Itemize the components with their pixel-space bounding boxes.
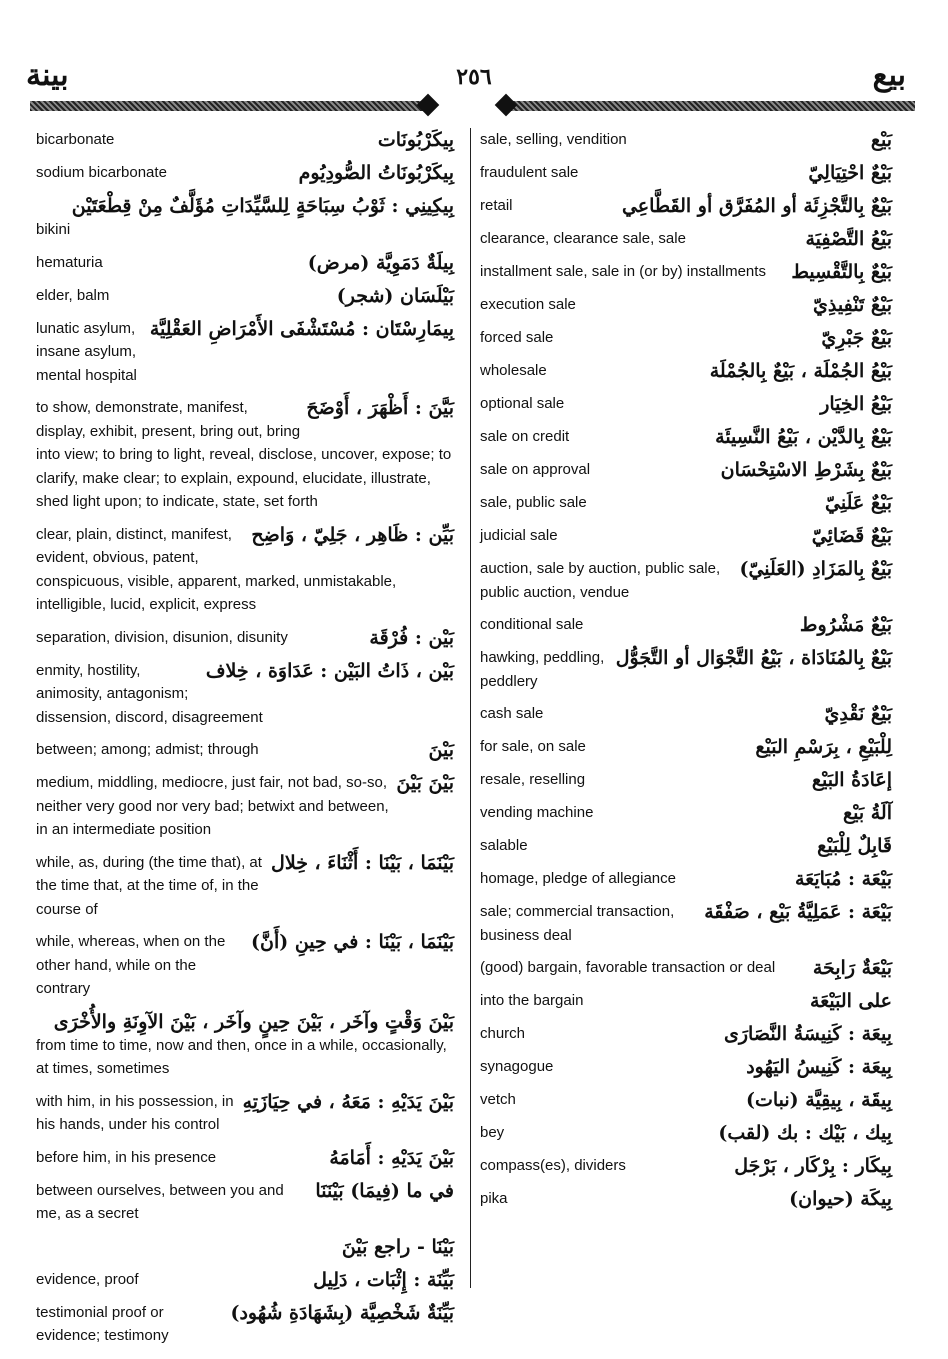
dictionary-entry (480, 260, 892, 284)
dictionary-entry (480, 458, 892, 482)
english-definition: bey (480, 1124, 505, 1141)
arabic-headword: لِلْبَيْعِ ، بِرَسْمِ البَيْع (755, 736, 892, 758)
arabic-headword: بِيكَرْبُونَاتُ الصُّودِيُوم (298, 162, 454, 184)
dictionary-entry (480, 956, 892, 980)
header-rule-left (30, 101, 425, 111)
english-definition: synagogue (480, 1058, 554, 1075)
left-column (36, 128, 454, 1357)
arabic-headword: بَيْعٌ بِشَرْطِ الاسْتِحْسَان (720, 459, 892, 481)
dictionary-entry (36, 1010, 454, 1081)
dictionary-entry (480, 613, 892, 637)
english-definition: sale; commercial transaction, business deal (480, 903, 675, 944)
arabic-headword: بِيك ، بَيْك : بك (لقب) (718, 1122, 892, 1144)
english-definition: sale on credit (480, 428, 570, 445)
english-definition: conditional sale (480, 616, 584, 633)
arabic-headword: على البَيْعَة (810, 990, 892, 1012)
arabic-headword: بَيْعَةٌ رَابِحَة (812, 957, 892, 979)
english-definition: elder, balm (36, 286, 110, 304)
dictionary-entry (480, 425, 892, 449)
english-definition: vetch (480, 1091, 516, 1108)
arabic-headword: في ما (فِيمَا) بَيْنَنَا (315, 1179, 454, 1202)
dictionary-entry (480, 702, 892, 726)
english-definition: testimonial proof or evidence; testimony (36, 1303, 169, 1344)
english-definition: bikini (36, 221, 71, 238)
dictionary-entry (36, 523, 454, 617)
arabic-headword: بَيْنَ يَدَيْهِ : مَعَهُ ، في حِيَازَتِهِ (242, 1090, 454, 1113)
arabic-headword: بَيْن ، ذَاتُ البَيْن : عَدَاوَة ، خِلاف (205, 659, 454, 682)
arabic-headword: بَيْعُ الجُمْلَة ، بَيْعٌ بِالجُمْلَة (709, 360, 892, 382)
dictionary-entry (36, 930, 454, 1001)
english-definition: clear, plain, distinct, manifest, evident, obvious, patent, conspicuous, visible, apparent, marked, unmistakable, intelligible, lucid, explicit, express (36, 525, 397, 613)
dictionary-entry (480, 1088, 892, 1112)
dictionary-entry (480, 392, 892, 416)
english-definition: church (480, 1025, 526, 1042)
header-rule-right (510, 101, 915, 111)
dictionary-entry (480, 1154, 892, 1178)
dictionary-entry (36, 1301, 454, 1348)
arabic-headword: بِيعَة : كَنِيسُ اليَهُود (746, 1056, 892, 1078)
column-divider (470, 128, 471, 1288)
english-definition: sale on approval (480, 461, 591, 478)
dictionary-entry (480, 1121, 892, 1145)
dictionary-entry (480, 161, 892, 185)
english-definition: execution sale (480, 296, 576, 313)
english-definition: hematuria (36, 253, 103, 271)
english-definition: optional sale (480, 395, 565, 412)
dictionary-entry (480, 194, 892, 218)
english-definition: clearance, clearance sale, sale (480, 230, 686, 247)
dictionary-entry (36, 128, 454, 152)
dictionary-entry (480, 557, 892, 604)
english-definition: (good) bargain, favorable transaction or deal (480, 959, 776, 976)
arabic-headword: بَيْنَ بَيْنَ (396, 772, 454, 794)
arabic-headword: بَيْنَمَا ، بَيْنَا : في حِينِ (أَنَّ) (251, 931, 454, 953)
dictionary-entry (480, 524, 892, 548)
arabic-headword: بَيْعٌ نَقْدِيّ (824, 703, 892, 725)
english-definition: sale, selling, vendition (480, 131, 627, 148)
dictionary-entry (480, 1187, 892, 1211)
dictionary-entry (36, 659, 454, 730)
arabic-headword: بَيْنَا - راجع بَيْنَ (341, 1235, 454, 1258)
arabic-headword: بَيْع (870, 129, 892, 151)
english-definition: into the bargain (480, 992, 584, 1009)
english-definition: between ourselves, between you and me, as a secret (36, 1181, 284, 1222)
dictionary-entry (480, 646, 892, 693)
arabic-headword: بَيْعٌ قَضَائِيّ (811, 525, 892, 547)
arabic-headword: بِيعَة : كَنِيسَةُ النَّصَارَى (724, 1023, 892, 1045)
dictionary-entry (480, 834, 892, 858)
dictionary-entry (480, 1055, 892, 1079)
arabic-headword: بَيِّنَةٌ شَخْصِيَّة (بِشَهَادَةِ شُهُود) (230, 1301, 454, 1324)
arabic-headword: بِيكِينِي : ثَوْبُ سِبَاحَةٍ لِلسَّيِّدَاتِ مُؤَلَّفٌ مِنْ قِطْعَتَيْن (71, 195, 454, 217)
dictionary-entry (36, 396, 454, 514)
english-definition: while, whereas, when on the other hand, while on the contrary (36, 933, 226, 997)
arabic-headword: بَيْعٌ بِالمَزَادِ (العَلَنِيّ) (739, 558, 892, 580)
arabic-headword: بَيْنَ يَدَيْهِ : أَمَامَهُ (329, 1146, 454, 1169)
arabic-headword: بِيكَرْبُونَات (377, 129, 454, 151)
arabic-headword: بِيكَار : بِرْكَار ، بَرْجَل (734, 1155, 892, 1177)
dictionary-entry (36, 1090, 454, 1137)
arabic-headword: بَيْعٌ جَبْرِيّ (821, 327, 892, 349)
english-definition: auction, sale by auction, public sale, public auction, vendue (480, 560, 721, 601)
arabic-headword: بَيْعٌ بِالدَّيْن ، بَيْعُ النَّسِيئَة (715, 426, 892, 448)
english-definition: pika (480, 1190, 508, 1207)
dictionary-entry (36, 738, 454, 762)
english-definition: retail (480, 197, 513, 214)
english-definition: resale, reselling (480, 771, 586, 788)
english-definition: cash sale (480, 705, 544, 722)
dictionary-entry (480, 227, 892, 251)
english-definition: between; among; admist; through (36, 741, 259, 758)
arabic-headword: بَيْنَ (428, 739, 454, 761)
english-definition: hawking, peddling, peddlery (480, 649, 605, 690)
english-definition: wholesale (480, 362, 547, 379)
dictionary-entry (36, 626, 454, 650)
dictionary-entry (480, 128, 892, 152)
english-definition: vending machine (480, 804, 594, 821)
english-definition: installment sale, sale in (or by) installments (480, 263, 766, 280)
arabic-headword: بَيْعٌ بِالتَّجْزِئَة أو المُفَرَّق أو القَطَّاعِي (621, 195, 892, 217)
arabic-headword: بِيقَة ، بِيقِيَّة (نبات) (745, 1089, 892, 1111)
english-definition: evidence, proof (36, 1270, 139, 1288)
dictionary-entry (480, 867, 892, 891)
dictionary-entry (36, 771, 454, 842)
arabic-headword: بَيْنَمَا ، بَيْنَا : أَثْنَاءَ ، خِلال (271, 851, 454, 874)
dictionary-entry (480, 1022, 892, 1046)
arabic-headword: بَيْن : فُرْقَة (369, 626, 454, 649)
dictionary-entry (480, 989, 892, 1013)
right-column (480, 128, 892, 1220)
english-definition: to show, demonstrate, manifest, display, exhibit, present, bring out, bring into view; to bring to light, reveal, disclose, uncover, expose; to clarify, make clear; to explain, expound, elucidate, illustrate, shed light upon; to indicate, state, set forth (36, 399, 452, 510)
english-definition: judicial sale (480, 527, 558, 544)
arabic-headword: بَيِّنَة : إِثْبَات ، دَلِيل (313, 1268, 454, 1291)
dictionary-entry (480, 293, 892, 317)
arabic-headword: بَيَّنَ : أَظْهَرَ ، أَوْضَحَ (306, 397, 454, 419)
english-definition: compass(es), dividers (480, 1157, 626, 1174)
english-definition: enmity, hostility, animosity, antagonism; dissension, discord, disagreement (36, 661, 263, 726)
english-definition: while, as, during (the time that), at the time that, at the time of, in the course of (36, 853, 262, 918)
arabic-headword: بَيِّن : ظَاهِر ، جَلِيّ ، وَاضِح (251, 523, 454, 546)
dictionary-entry (480, 801, 892, 825)
english-definition: homage, pledge of allegiance (480, 870, 676, 887)
arabic-headword: بَيْعَة : عَمَلِيَّةُ بَيْع ، صَفْقَة (704, 901, 892, 923)
arabic-headword: بَيْعٌ تَنْفِيذِيّ (813, 294, 892, 316)
english-definition: medium, middling, mediocre, just fair, not bad, so-so, neither very good nor very bad; betwixt and between, in an intermediate position (36, 774, 389, 838)
dictionary-entry (36, 284, 454, 308)
english-definition: sale, public sale (480, 494, 587, 511)
english-definition: before him, in his presence (36, 1148, 217, 1166)
arabic-headword: بَيْنَ وَقْتٍ وآخَر ، بَيْنَ حِينٍ وآخَر ، بَيْنَ الآوِنَةِ والأُخْرَى (53, 1010, 454, 1033)
english-definition: forced sale (480, 329, 554, 346)
english-definition: fraudulent sale (480, 164, 579, 181)
dictionary-entry (36, 1268, 454, 1292)
english-definition: from time to time, now and then, once in a while, occasionally, at times, sometimes (36, 1036, 447, 1077)
arabic-headword: بَيْلَسَان (شجر) (336, 284, 454, 307)
dictionary-entry (36, 317, 454, 388)
arabic-headword: بَيْعٌ مَشْرُوط (799, 614, 892, 636)
arabic-headword: قَابِلٌ لِلْبَيْع (817, 835, 892, 857)
arabic-headword: بَيْعٌ احْتِيَالِيّ (808, 162, 892, 184)
arabic-headword: بَيْعَة : مُبَايَعَة (795, 868, 892, 890)
dictionary-entry (36, 1146, 454, 1170)
dictionary-entry (36, 251, 454, 275)
arabic-headword: آلَةُ بَيْع (842, 802, 892, 824)
english-definition: for sale, on sale (480, 738, 586, 755)
dictionary-entry (36, 1235, 454, 1259)
dictionary-entry (480, 768, 892, 792)
arabic-headword: بِيمَارِسْتَان : مُسْتَشْفَى الأَمْرَاضِ العَقْلِيَّة (149, 317, 454, 340)
dictionary-entry (480, 359, 892, 383)
header-right-word: بيع (872, 58, 906, 93)
dictionary-entry (480, 735, 892, 759)
english-definition: lunatic asylum, insane asylum, mental hospital (36, 319, 137, 384)
english-definition: bicarbonate (36, 131, 115, 148)
dictionary-entry (480, 326, 892, 350)
arabic-headword: بِيلَةٌ دَمَوِيَّة (مرض) (307, 251, 454, 274)
dictionary-entry (480, 491, 892, 515)
dictionary-entry (36, 161, 454, 185)
arabic-headword: بَيْعُ التَّصْفِيَة (805, 228, 892, 250)
english-definition: salable (480, 837, 528, 854)
rule-diamond-left (417, 94, 440, 117)
dictionary-entry (480, 900, 892, 947)
arabic-headword: بِيكَة (حيوان) (789, 1188, 892, 1210)
dictionary-entry (36, 1179, 454, 1226)
header-left-word: بينة (26, 58, 69, 93)
arabic-headword: بَيْعٌ بِالتَّقْسِيط (791, 261, 892, 283)
english-definition: sodium bicarbonate (36, 164, 167, 181)
dictionary-entry (36, 194, 454, 242)
arabic-headword: بَيْعٌ بِالمُنَادَاة ، بَيْعُ التَّجْوَال أو التَّجَوُّل (615, 647, 892, 669)
page-number: ٢٥٦ (456, 64, 492, 90)
arabic-headword: بَيْعُ الخِيَار (820, 393, 892, 415)
english-definition: with him, in his possession, in his hands, under his control (36, 1092, 234, 1133)
arabic-headword: إعَادَةُ البَيْع (811, 769, 892, 791)
dictionary-entry (36, 851, 454, 922)
english-definition: separation, division, disunion, disunity (36, 628, 288, 646)
arabic-headword: بَيْعٌ عَلَنِيّ (825, 492, 892, 514)
rule-diamond-right (495, 94, 518, 117)
